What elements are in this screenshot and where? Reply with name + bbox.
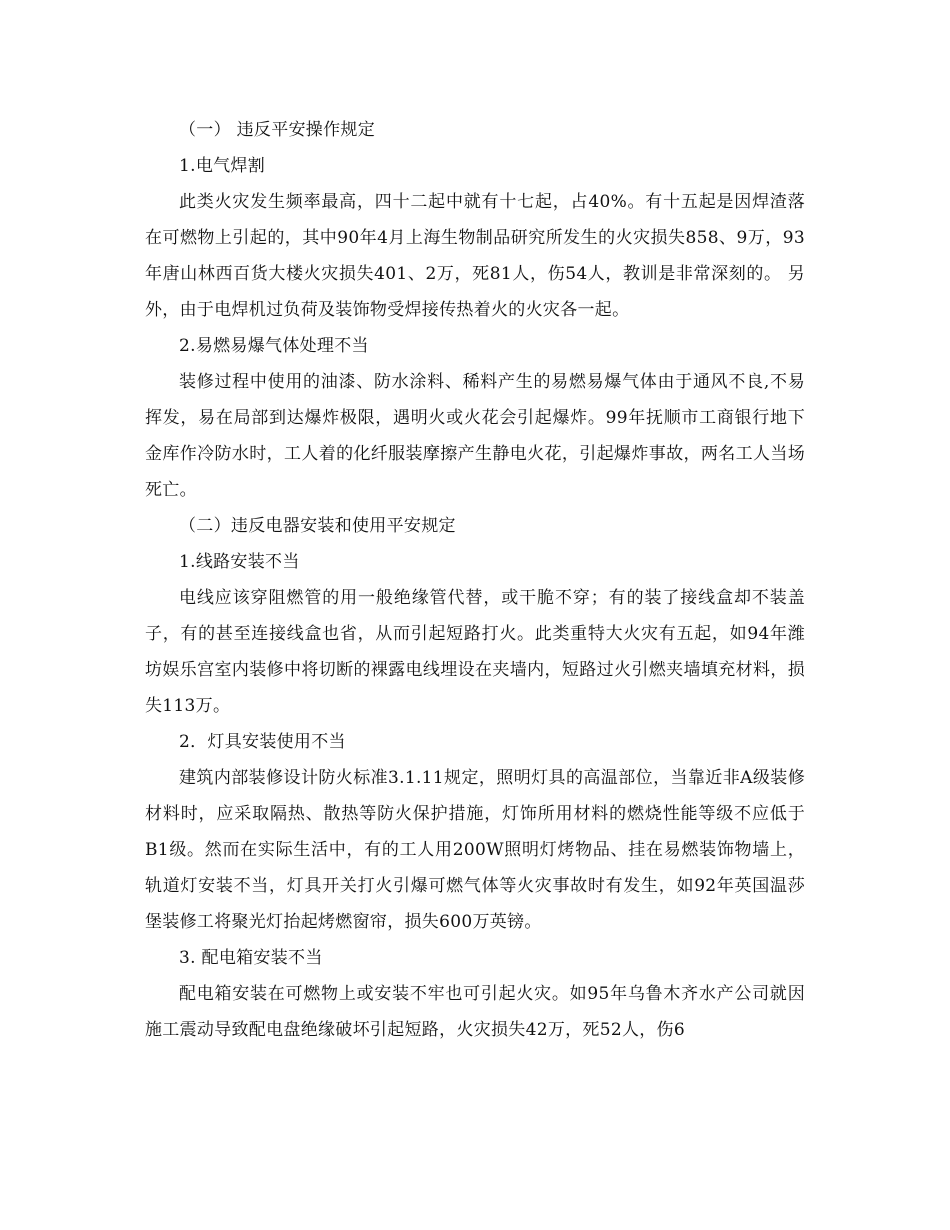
item-title: 2．灯具安装使用不当: [179, 732, 346, 752]
item-paragraph: 装修过程中使用的油漆、防水涂料、稀料产生的易燃易爆气体由于通风不良,不易挥发，易在局部到达爆炸极限，遇明火或火花会引起爆炸。99年抚顺市工商银行地下金库作冷防水时，工人着的化纤服装摩擦产生静电火花，引起爆炸事故，两名工人当场死亡。: [145, 372, 805, 500]
item-title: 1.线路安装不当: [179, 552, 300, 572]
item-paragraph: 配电箱安装在可燃物上或安装不牢也可引起火灾。如95年乌鲁木齐水产公司就因施工震动导致配电盘绝缘破坏引起短路，火灾损失42万，死52人，伤6: [145, 984, 805, 1040]
item-title: 1.电气焊割: [179, 156, 266, 176]
document-body: [145, 112, 805, 1048]
item-paragraph: 电线应该穿阻燃管的用一般绝缘管代替，或干脆不穿；有的装了接线盒却不装盖子，有的甚至连接线盒也省，从而引起短路打火。此类重特大火灾有五起，如94年潍坊娱乐宫室内装修中将切断的裸露电线埋设在夹墙内，短路过火引燃夹墙填充材料，损失113万。: [145, 588, 805, 716]
section-heading: （二）违反电器安装和使用平安规定: [179, 516, 456, 536]
item-paragraph: 此类火灾发生频率最高，四十二起中就有十七起，占40%。有十五起是因焊渣落在可燃物上引起的，其中90年4月上海生物制品研究所发生的火灾损失858、9万，93年唐山林西百货大楼火灾损失401、2万，死81人，伤54人，教训是非常深刻的。 另外，由于电焊机过负荷及装饰物受焊接传热着火的火灾各一起。: [145, 192, 805, 320]
item-title: 3. 配电箱安装不当: [179, 948, 323, 968]
section-heading: （一） 违反平安操作规定: [179, 120, 376, 140]
item-title: 2.易燃易爆气体处理不当: [179, 336, 369, 356]
item-paragraph: 建筑内部装修设计防火标准3.1.11规定，照明灯具的高温部位，当靠近非A级装修材料时，应采取隔热、散热等防火保护措施，灯饰所用材料的燃烧性能等级不应低于B1级。然而在实际生活中，有的工人用200W照明灯烤物品、挂在易燃装饰物墙上，轨道灯安装不当，灯具开关打火引爆可燃气体等火灾事故时有发生，如92年英国温莎堡装修工将聚光灯抬起烤燃窗帘，损失600万英镑。: [145, 768, 805, 932]
